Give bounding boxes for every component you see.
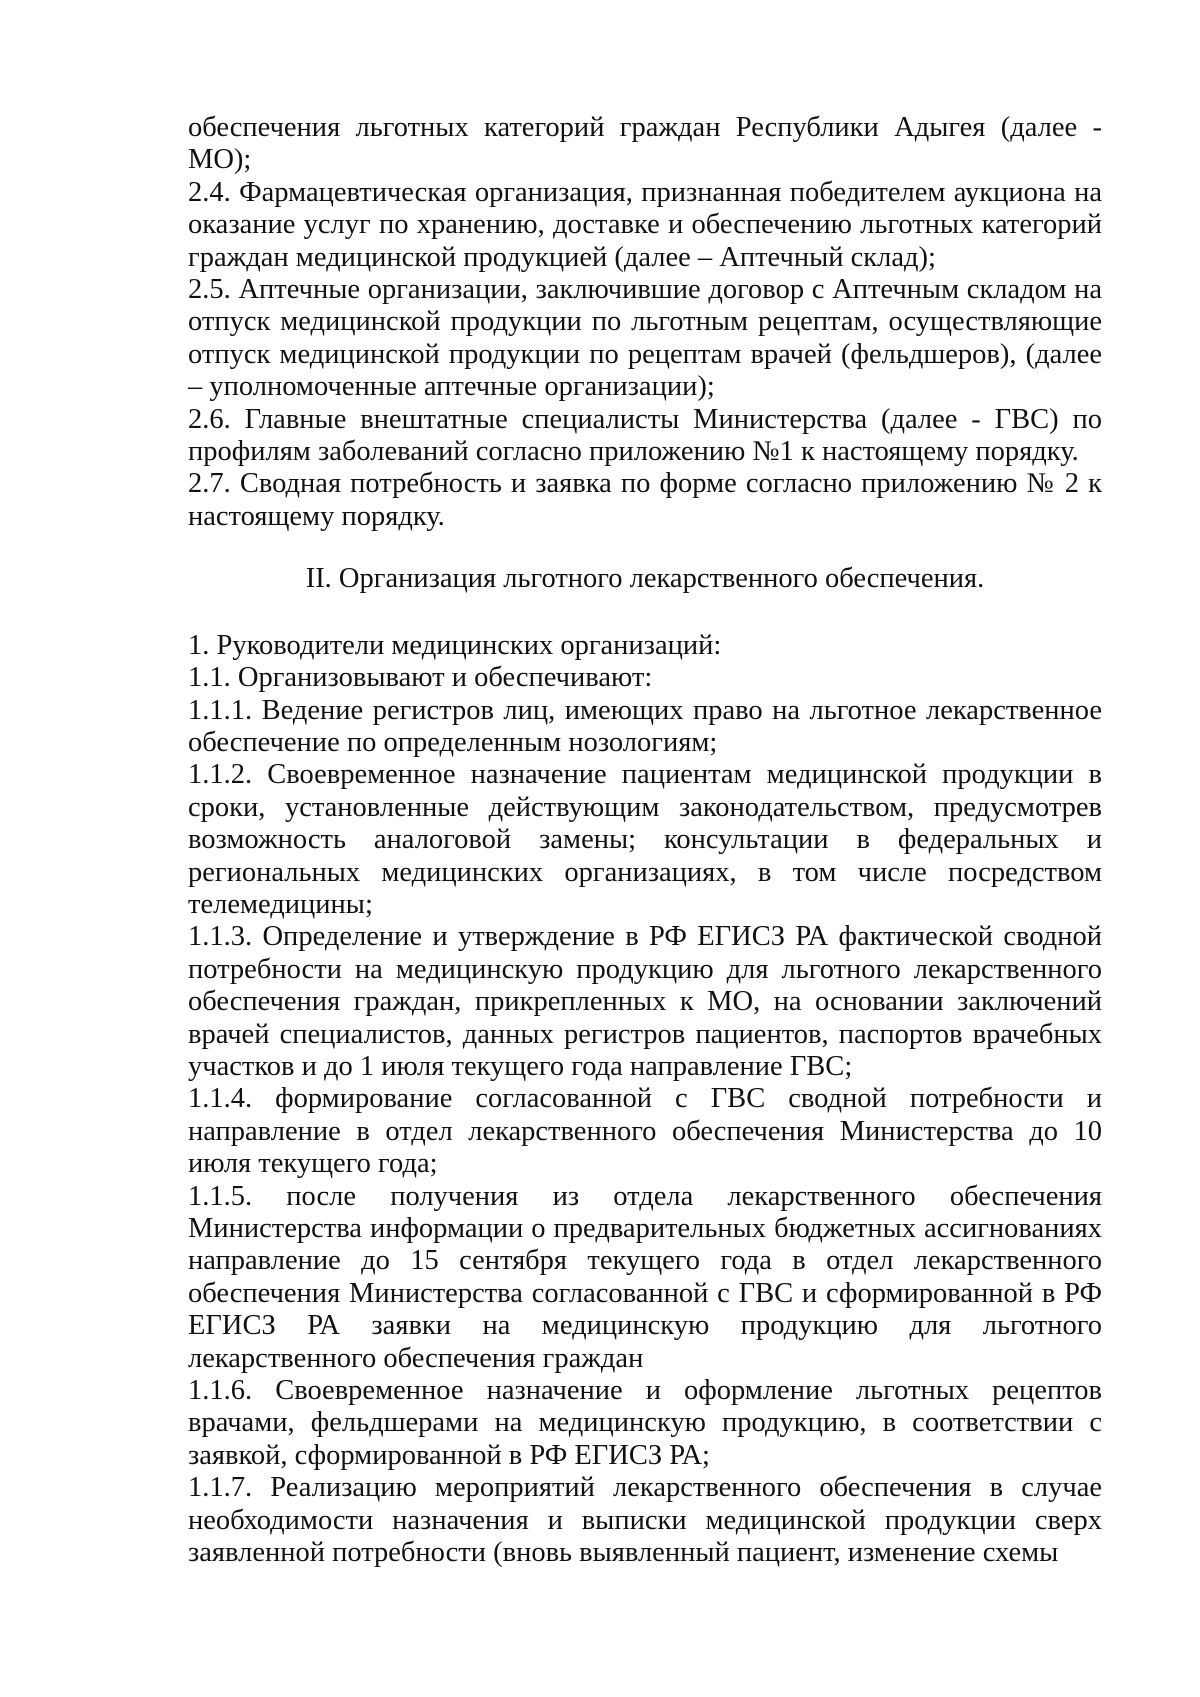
paragraph-1-1-6: 1.1.6. Своевременное назначение и оформление льготных рецептов врачами, фельдшерами на медицинскую продукцию, в соответствии с заявкой, сформированной в РФ ЕГИСЗ РА;: [188, 1375, 1102, 1471]
paragraph-1-1-4: 1.1.4. формирование согласованной с ГВС сводной потребности и направление в отдел лекарственного обеспечения Министерства до 10 июля текущего года;: [188, 1083, 1102, 1180]
paragraph-1-1-5: 1.1.5. после получения из отдела лекарственного обеспечения Министерства информации о предварительных бюджетных ассигнованиях направление до 15 сентября текущего года в отдел лекарственного обеспечения Министерства согласованной с ГВС и сформированной в РФ ЕГИСЗ РА заявки на медицинскую продукцию для льготного лекарственного обеспечения граждан: [188, 1180, 1102, 1374]
section-heading: II. Организация льготного лекарственного обеспечения.: [305, 563, 985, 595]
document-page: [188, 112, 1102, 1569]
paragraph-1-1: 1.1. Организовывают и обеспечивают:: [188, 662, 653, 694]
paragraph-mo-definition: обеспечения льготных категорий граждан Республики Адыгея (далее - МО);: [188, 112, 1102, 176]
paragraph-1: 1. Руководители медицинских организаций:: [188, 629, 722, 661]
paragraph-1-1-2: 1.1.2. Своевременное назначение пациентам медицинской продукции в сроки, установленные действующим законодательством, предусмотрев возможность аналоговой замены; консультации в федеральных и региональных медицинских организациях, в том числе посредством телемедицины;: [188, 759, 1102, 920]
paragraph-1-1-7: 1.1.7. Реализацию мероприятий лекарственного обеспечения в случае необходимости назначения и выписки медицинской продукции сверх заявленной потребности (вновь выявленный пациент, изменение схемы: [188, 1472, 1102, 1569]
paragraph-2-5: 2.5. Аптечные организации, заключившие договор с Аптечным складом на отпуск медицинской продукции по льготным рецептам, осуществляющие отпуск медицинской продукции по рецептам врачей (фельдшеров), (далее – уполномоченные аптечные организации);: [188, 274, 1102, 403]
paragraph-2-6: 2.6. Главные внештатные специалисты Министерства (далее - ГВС) по профилям заболеваний согласно приложению №1 к настоящему порядку.: [188, 403, 1102, 468]
paragraph-2-7: 2.7. Сводная потребность и заявка по форме согласно приложению № 2 к настоящему порядку.: [188, 468, 1102, 532]
paragraph-1-1-1: 1.1.1. Ведение регистров лиц, имеющих право на льготное лекарственное обеспечение по определенным нозологиям;: [188, 694, 1102, 758]
paragraph-1-1-3: 1.1.3. Определение и утверждение в РФ ЕГИСЗ РА фактической сводной потребности на медицинскую продукцию для льготного лекарственного обеспечения граждан, прикрепленных к МО, на основании заключений врачей специалистов, данных регистров пациентов, паспортов врачебных участков и до 1 июля текущего года направление ГВС;: [188, 921, 1102, 1082]
paragraph-2-4: 2.4. Фармацевтическая организация, признанная победителем аукциона на оказание услуг по хранению, доставке и обеспечению льготных категорий граждан медицинской продукцией (далее – Аптечный склад);: [188, 176, 1102, 273]
